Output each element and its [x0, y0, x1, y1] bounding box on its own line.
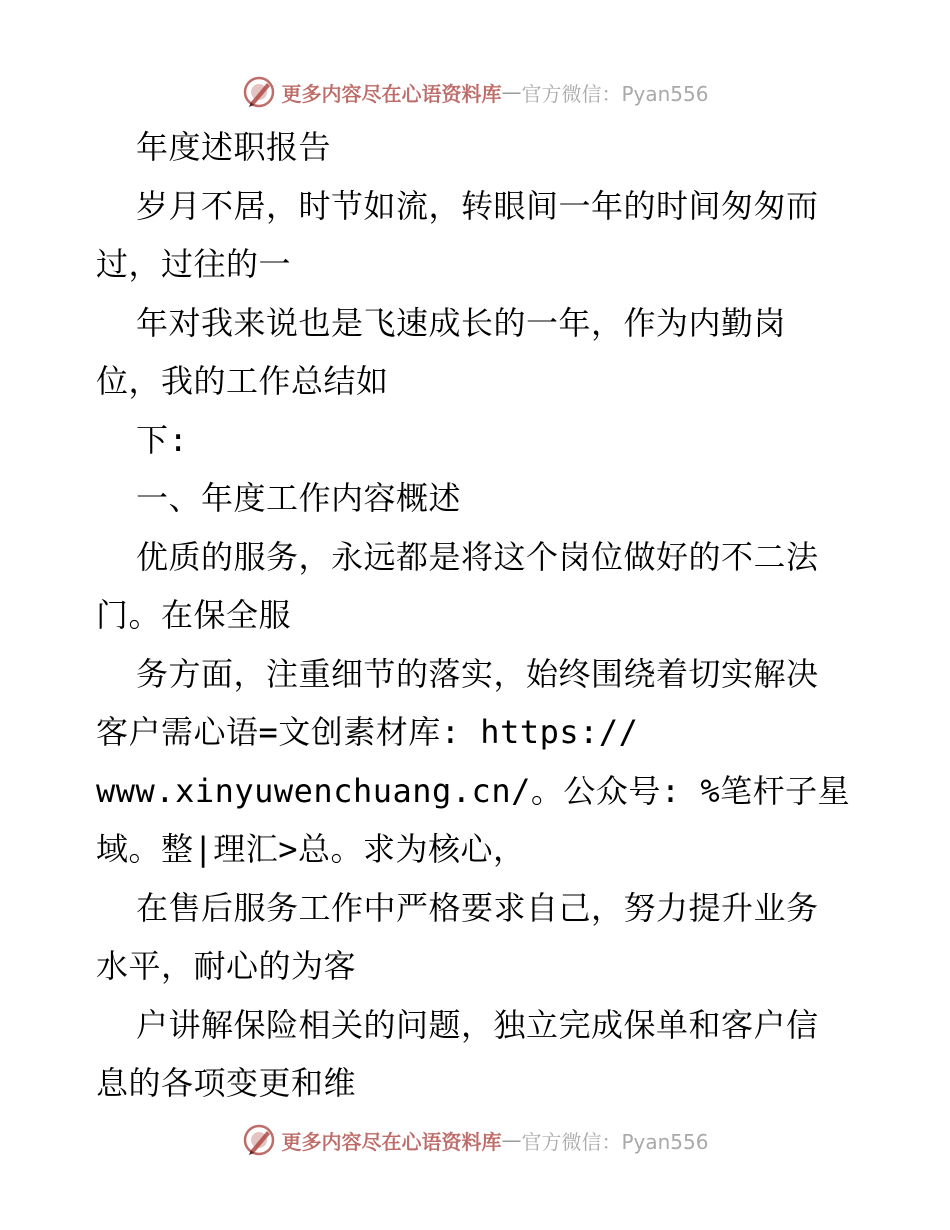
paragraph-line: 过，过往的一 — [96, 245, 292, 283]
paragraph-line: 门。在保全服 — [96, 596, 292, 634]
paragraph-line: 在售后服务工作中严格要求自己，努力提升业务 — [136, 888, 819, 927]
section-heading: 一、年度工作内容概述 — [136, 479, 462, 517]
pen-logo-icon — [241, 1122, 277, 1158]
paragraph-line: 岁月不居，时节如流，转眼间一年的时间匆匆而 — [136, 186, 819, 225]
pen-logo-icon — [241, 74, 277, 110]
paragraph-line: www.xinyuwenchuang.cn/。公众号: %笔杆子星 — [96, 771, 851, 810]
paragraph-line: 位，我的工作总结如 — [96, 362, 389, 400]
paragraph-line: 户讲解保险相关的问题，独立完成保单和客户信 — [136, 1005, 819, 1044]
paragraph-line: 下: — [136, 420, 189, 459]
paragraph-line: 务方面，注重细节的落实，始终围绕着切实解决 — [136, 654, 819, 693]
banner-wechat: 官方微信：Pyan556 — [521, 81, 709, 106]
paragraph-line: 水平，耐心的为客 — [96, 947, 357, 985]
paragraph-line: 息的各项变更和维 — [96, 1064, 357, 1102]
banner-slogan: 更多内容尽在心语资料库 — [281, 81, 502, 106]
banner-wechat: 官方微信：Pyan556 — [521, 1129, 709, 1154]
paragraph-line: 年对我来说也是飞速成长的一年，作为内勤岗 — [136, 303, 787, 342]
paragraph-line: 域。整|理汇>总。求为核心， — [96, 830, 526, 868]
banner-slogan: 更多内容尽在心语资料库 — [281, 1129, 502, 1154]
footer-banner — [0, 1120, 950, 1160]
paragraph-line: 优质的服务，永远都是将这个岗位做好的不二法 — [136, 537, 819, 576]
banner-separator: — — [501, 80, 522, 104]
paragraph-line: 客户需心语=文创素材库: https:// — [96, 713, 639, 751]
document-body — [96, 118, 876, 1113]
banner-separator: — — [501, 1128, 522, 1152]
header-banner — [0, 72, 950, 112]
document-title: 年度述职报告 — [136, 128, 332, 166]
